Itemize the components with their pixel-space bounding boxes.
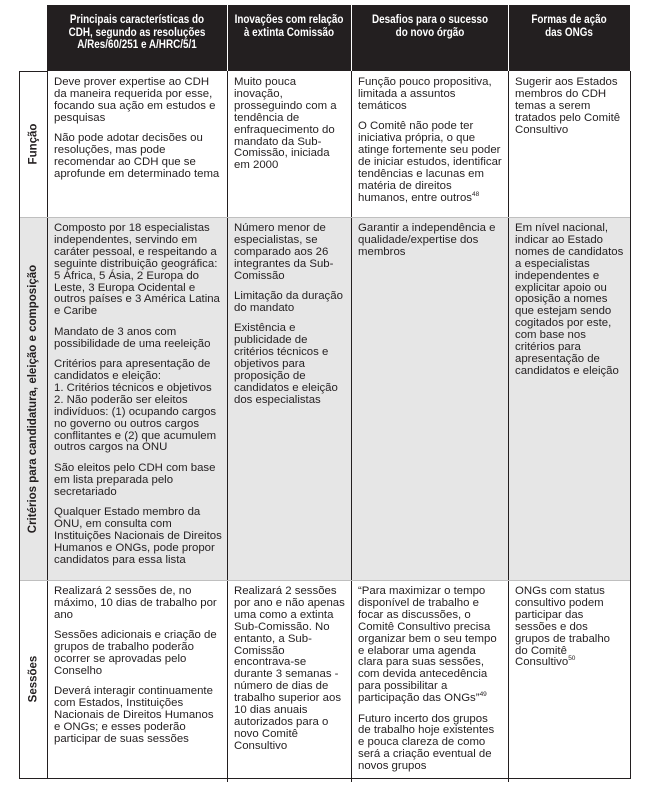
cell-paragraph <box>515 586 625 669</box>
footnote-ref: 49 <box>479 691 487 699</box>
row-divider <box>20 217 630 218</box>
cell-sessoes-inovacoes <box>228 580 351 761</box>
header-line: Inovações com relação <box>234 14 344 26</box>
cell-funcao-desafios <box>352 71 508 213</box>
cell-criterios-inovacoes <box>228 217 351 415</box>
row-divider <box>20 580 630 581</box>
footnote-ref: 50 <box>568 655 576 663</box>
row-label-sessoes <box>19 580 47 778</box>
column-divider <box>508 71 509 782</box>
column-divider <box>351 71 352 782</box>
table-border-right <box>630 71 631 779</box>
cell-criterios-formas <box>509 217 630 386</box>
cell-text: 1. Critérios técnicos e objetivos <box>54 381 212 394</box>
cell-paragraph: Em nível nacional, indicar ao Estado nomes de candidatos a especialistas independentes e explicitar apoio ou oposição a nomes que estejam sendo cogitados por este, com base nos critérios para apresentação de candidatos e eleição <box>515 222 624 377</box>
cell-paragraph: Futuro incerto dos grupos de trabalho hoje existentes e pouca clareza de como será a criação eventual de novos grupos <box>358 712 495 773</box>
row-label-text: Função <box>27 123 40 165</box>
cell-text: 2. Não poderão ser eleitos indivíduos: (1) ocupando cargos no governo ou outros cargos conflitantes e (2) que acumulem outros cargos na ONU <box>54 393 217 454</box>
header-cell-caracteristicas <box>45 5 229 71</box>
cell-paragraph: Muito pouca inovação, prosseguindo com a tendência de enfraquecimento do mandato da Sub-Comissão, iniciada em 2000 <box>234 76 337 172</box>
cell-paragraph <box>358 121 503 204</box>
cell-funcao-inovacoes <box>228 71 351 181</box>
cell-paragraph: Limitação da duração do mandato <box>234 290 343 314</box>
cell-criterios-caracteristicas <box>48 217 227 575</box>
cell-text: Critérios para apresentação de candidatos e eleição: <box>54 358 211 382</box>
header-divider <box>227 5 228 71</box>
cell-paragraph: Existência e publicidade de critérios técnicos e objetivos para proposição de candidatos e eleição dos especialistas <box>234 322 338 406</box>
column-divider <box>47 71 48 779</box>
cell-text: ONGs com status consultivo podem participar das sessões e dos grupos de trabalho do Comitê Consultivo <box>515 585 610 669</box>
cell-funcao-caracteristicas <box>48 71 227 189</box>
table-border-left <box>19 71 20 779</box>
header-line: do novo órgão <box>395 26 465 39</box>
header-line: Desafios para o sucesso <box>372 14 488 26</box>
header-line: Formas de ação <box>531 14 607 26</box>
header-cell-formas <box>511 5 626 71</box>
cell-paragraph: Não pode adotar decisões ou resoluções, mas pode recomendar ao CDH que se aprofunde em determinado tema <box>54 132 220 180</box>
table-border-bottom <box>19 778 631 779</box>
row-label-text: Critérios para candidatura, eleição e composição <box>27 264 39 533</box>
cell-paragraph: Deve prover expertise ao CDH da maneira requerida por esse, focando sua ação em estudos e pesquisas <box>54 76 216 124</box>
row-label-criterios <box>19 217 47 580</box>
header-divider <box>351 5 352 71</box>
table-border-top <box>19 71 48 72</box>
cell-paragraph: Composto por 18 especialistas independentes, servindo em caráter pessoal, e respeitando a seguinte distribuição geográfica: 5 África, 5 Ásia, 2 Europa do Leste, 3 Europa Ocidental e outros países e 3 América Latina e Caribe <box>54 222 220 318</box>
cell-paragraph: Deverá interagir continuamente com Estados, Instituições Nacionais de Direitos Humanos e ONGs; e esses poderão participar de suas sessões <box>54 685 214 745</box>
cell-paragraph: São eleitos pelo CDH com base em lista preparada pelo secretariado <box>54 461 216 498</box>
cell-paragraph: Sessões adicionais e criação de grupos de trabalho poderão ocorrer se aprovadas pelo Conselho <box>54 629 217 677</box>
cell-paragraph <box>54 359 222 454</box>
cell-sessoes-formas <box>509 580 630 678</box>
header-line: Principais características do <box>69 14 205 26</box>
header-line: A/Res/60/251 e A/HRC/5/1 <box>77 39 197 51</box>
cell-paragraph: Realizará 2 sessões por ano e não apenas uma como a extinta Sub-Comissão. No entanto, a Sub-Comissão encontrava-se durante 3 semanas - número de dias de trabalho superior aos 10 dias anuais autorizados para o novo Comitê Consultivo <box>234 585 345 752</box>
cell-text: “Para maximizar o tempo disponível de trabalho e focar as discussões, o Comitê Consultivo precisa organizar bem o seu tempo e elaborar uma agenda clara para suas sessões, com devida antecedência para possibilitar a participação das ONGs” <box>358 585 497 705</box>
cell-paragraph: Número menor de especialistas, se comparado aos 26 integrantes da Sub-Comissão <box>234 222 334 282</box>
cell-text: O Comitê não pode ter iniciativa própria, o que atinge fortemente seu poder de iniciar estudos, identificar tendências e lacunas em matéria de direitos humanos, entre outros <box>358 120 502 204</box>
cell-paragraph: Função pouco propositiva, limitada a assuntos temáticos <box>358 76 492 112</box>
cell-sessoes-desafios <box>352 580 508 782</box>
column-divider <box>227 71 228 782</box>
cell-paragraph: Sugerir aos Estados membros do CDH temas a serem tratados pelo Comitê Consultivo <box>515 76 621 136</box>
header-cell-inovacoes <box>229 5 349 71</box>
header-line: CDH, segundo as resoluções <box>68 26 206 39</box>
cell-sessoes-caracteristicas <box>48 580 227 754</box>
header-line: à extinta Comissão <box>243 26 335 39</box>
cell-paragraph: Garantir a independência e qualidade/expertise dos membros <box>358 222 496 258</box>
row-label-funcao <box>19 71 47 217</box>
cell-paragraph <box>358 586 503 705</box>
cell-paragraph: Qualquer Estado membro da ONU, em consulta com Instituições Nacionais de Direitos Humanos e ONGs, pode propor candidatos para essa lista <box>54 506 222 566</box>
cell-criterios-desafios <box>352 217 508 267</box>
cell-paragraph: Mandato de 3 anos com possibilidade de uma reeleição <box>54 325 211 350</box>
header-divider <box>508 5 509 71</box>
cell-paragraph: Realizará 2 sessões de, no máximo, 10 dias de trabalho por ano <box>54 585 217 621</box>
footnote-ref: 48 <box>471 190 480 198</box>
cell-funcao-formas <box>509 71 630 145</box>
row-label-text: Sessões <box>27 655 39 703</box>
header-cell-desafios <box>357 5 503 71</box>
header-line: das ONGs <box>545 26 593 39</box>
